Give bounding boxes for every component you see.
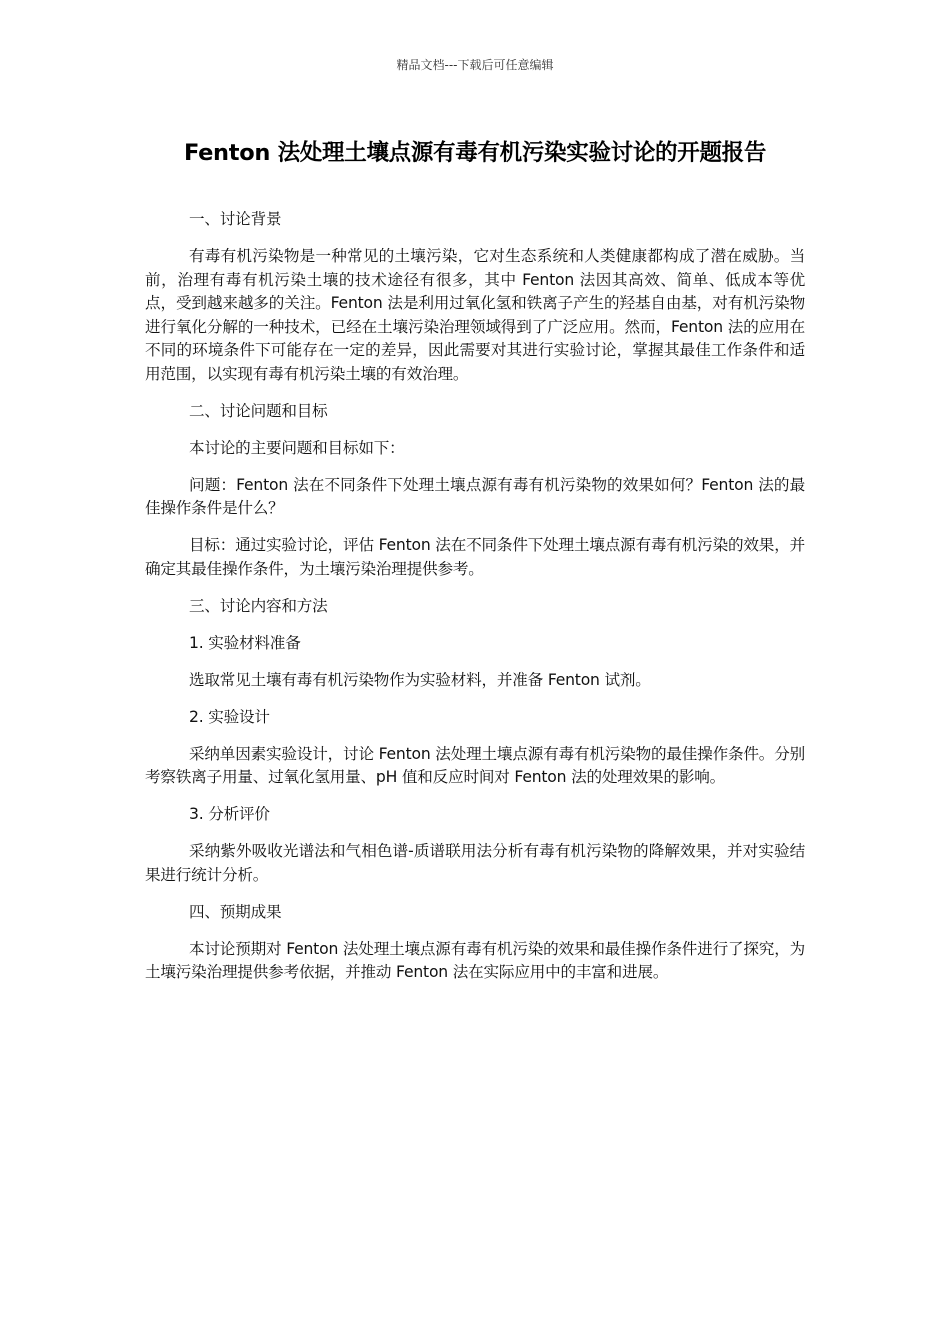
section-heading-content-methods: 三、讨论内容和方法 bbox=[189, 596, 328, 615]
problems-goals-intro: 本讨论的主要问题和目标如下： bbox=[189, 438, 405, 457]
goal-paragraph: 目标：通过实验讨论，评估 Fenton 法在不同条件下处理土壤点源有毒有机污染的效果，并确定其最佳操作条件，为土壤污染治理提供参考。 bbox=[145, 536, 805, 578]
document-title: Fenton 法处理土壤点源有毒有机污染实验讨论的开题报告 bbox=[183, 140, 767, 166]
subheading-design: 2. 实验设计 bbox=[189, 707, 270, 726]
expected-results-paragraph: 本讨论预期对 Fenton 法处理土壤点源有毒有机污染的效果和最佳操作条件进行了探究，为土壤污染治理提供参考依据，并推动 Fenton 法在实际应用中的丰富和进展。 bbox=[145, 939, 805, 981]
section-heading-background: 一、讨论背景 bbox=[189, 210, 282, 228]
materials-paragraph: 选取常见土壤有毒有机污染物作为实验材料，并准备 Fenton 试剂。 bbox=[189, 670, 651, 689]
section-heading-expected-results: 四、预期成果 bbox=[189, 902, 282, 921]
subheading-materials: 1. 实验材料准备 bbox=[189, 633, 301, 652]
design-paragraph: 采纳单因素实验设计，讨论 Fenton 法处理土壤点源有毒有机污染物的最佳操作条件。分别考察铁离子用量、过氧化氢用量、pH 值和反应时间对 Fenton 法的处理效果的影响。 bbox=[145, 744, 805, 786]
page-header: 精品文档---下载后可任意编辑 bbox=[396, 58, 554, 72]
subheading-analysis: 3. 分析评价 bbox=[189, 805, 270, 823]
document-body bbox=[145, 208, 805, 998]
background-paragraph: 有毒有机污染物是一种常见的土壤污染，它对生态系统和人类健康都构成了潜在威胁。当前，治理有毒有机污染土壤的技术途径有很多，其中 Fenton 法因其高效、简单、低成本等优点，受到越来越多的关注。Fenton 法是利用过氧化氢和铁离子产生的羟基自由基，对有机污染物进行氧化分解的一种技术，已经在土壤污染治理领域得到了广泛应用。然而，Fenton 法的应用在不同的环境条件下可能存在一定的差异，因此需要对其进行实验讨论，掌握其最佳工作条件和适用范围，以实现有毒有机污染土壤的有效治理。 bbox=[145, 247, 805, 383]
analysis-paragraph: 采纳紫外吸收光谱法和气相色谱-质谱联用法分析有毒有机污染物的降解效果，并对实验结果进行统计分析。 bbox=[145, 842, 805, 884]
section-heading-problems-goals: 二、讨论问题和目标 bbox=[189, 401, 328, 420]
problem-paragraph: 问题：Fenton 法在不同条件下处理土壤点源有毒有机污染物的效果如何？Fenton 法的最佳操作条件是什么？ bbox=[145, 475, 805, 517]
